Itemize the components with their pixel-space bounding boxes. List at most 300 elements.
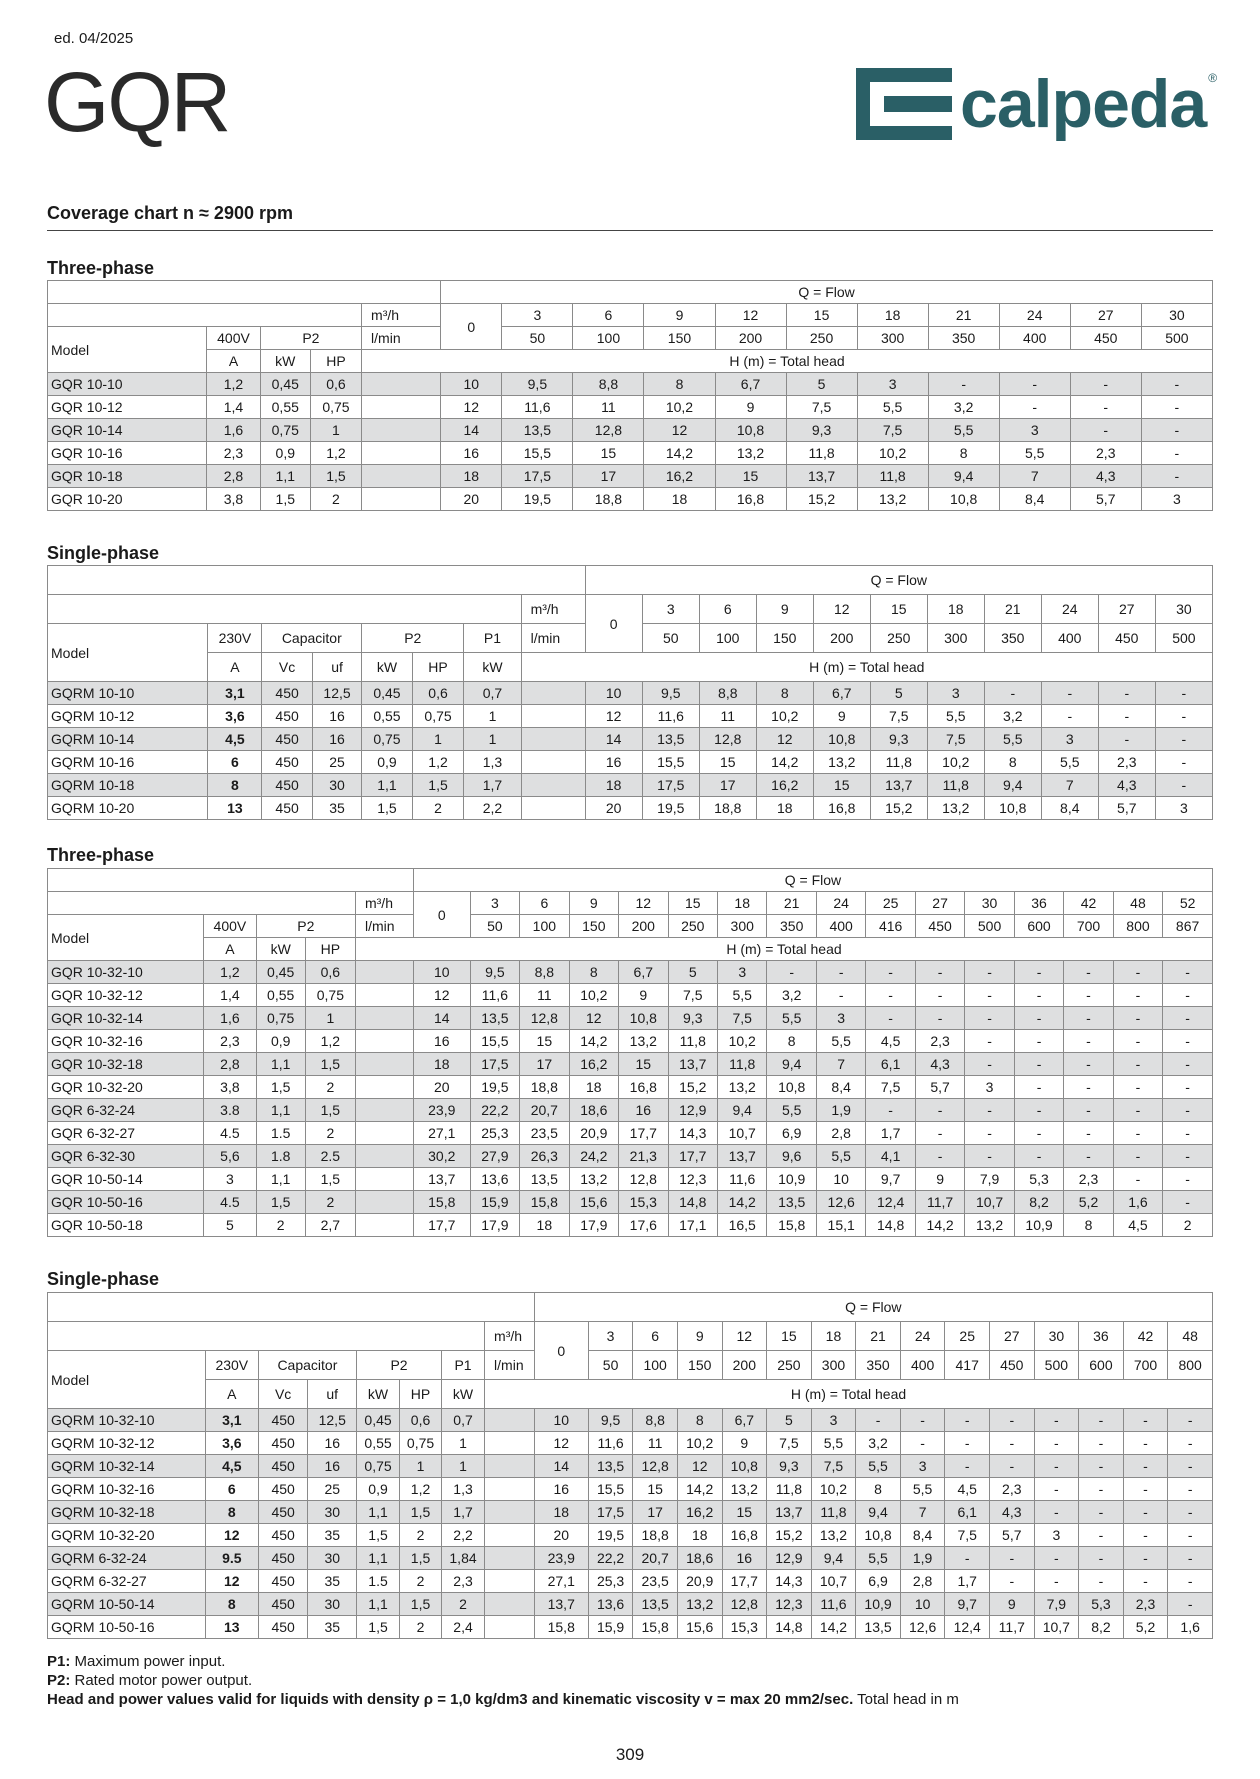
table-row	[48, 1168, 1213, 1191]
head-value: 7,5	[870, 705, 927, 728]
header-row-lmin	[48, 915, 1213, 938]
unit-hp: HP	[400, 1380, 442, 1409]
head-value: 10,2	[811, 1478, 856, 1501]
head-header: H (m) = Total head	[521, 653, 1212, 682]
flow-m3h-1: 3	[588, 1322, 633, 1351]
head-value: 14,3	[767, 1570, 812, 1593]
head-value: 12	[756, 728, 813, 751]
head-value: 7,5	[945, 1524, 990, 1547]
head-value: -	[1113, 1076, 1162, 1099]
p2-hp: 2	[400, 1616, 442, 1639]
flow-m3h-5: 15	[870, 595, 927, 624]
head-value: 13,2	[715, 442, 786, 465]
unit-hp: HP	[412, 653, 464, 682]
head-value: -	[965, 984, 1014, 1007]
head-value: 9,3	[870, 728, 927, 751]
flow-lmin-13: 700	[1064, 915, 1113, 938]
capacitor-vc: 450	[258, 1547, 308, 1570]
head-value: -	[1034, 1547, 1079, 1570]
head-value: 2,3	[1064, 1168, 1113, 1191]
header-spacer	[48, 1293, 535, 1322]
p2-kw: 1,1	[256, 1099, 305, 1122]
head-value: -	[1113, 1099, 1162, 1122]
head-value: 13,7	[767, 1501, 812, 1524]
head-value: 13,2	[927, 797, 984, 820]
header-row-flow	[48, 869, 1213, 892]
table-row	[48, 705, 1213, 728]
head-value: 12	[585, 705, 642, 728]
head-value: -	[1079, 1432, 1124, 1455]
head-value: 15	[619, 1053, 668, 1076]
head-value: 18,8	[633, 1524, 678, 1547]
head-value: 11,8	[668, 1030, 717, 1053]
header-spacer	[48, 566, 586, 595]
p2-hp: 0,75	[400, 1432, 442, 1455]
voltage-header: 230V	[205, 1351, 258, 1380]
head-value: 15,5	[642, 751, 699, 774]
table-2-container	[47, 565, 1213, 820]
head-value: 1,9	[900, 1547, 945, 1570]
model-name: GQR 6-32-27	[48, 1122, 204, 1145]
head-value: -	[816, 984, 865, 1007]
model-name: GQR 10-14	[48, 419, 207, 442]
capacitor-vc: 450	[258, 1501, 308, 1524]
head-value: -	[1041, 682, 1098, 705]
flow-m3h-6: 18	[811, 1322, 856, 1351]
head-value: -	[965, 1099, 1014, 1122]
head-value: -	[767, 961, 816, 984]
p2-header: P2	[256, 915, 355, 938]
current-value: 2,8	[207, 465, 260, 488]
head-value: -	[1163, 1007, 1213, 1030]
head-value: 12,4	[866, 1191, 915, 1214]
head-value: -	[915, 1122, 964, 1145]
head-value: -	[1064, 984, 1113, 1007]
head-value: 3	[1041, 728, 1098, 751]
flow-m3h-1: 3	[470, 892, 519, 915]
coverage-table-3	[47, 868, 1213, 1237]
head-value: 7,5	[866, 1076, 915, 1099]
empty-cell	[355, 984, 413, 1007]
head-header: H (m) = Total head	[355, 938, 1212, 961]
head-value: 9	[915, 1168, 964, 1191]
head-value: 18	[585, 774, 642, 797]
capacitor-vc: 450	[258, 1616, 308, 1639]
current-value: 3,8	[204, 1076, 256, 1099]
head-value: 5,5	[717, 984, 766, 1007]
head-value: -	[1168, 1409, 1213, 1432]
head-value: 5,5	[767, 1099, 816, 1122]
head-value: 14	[441, 419, 502, 442]
head-value: 10	[534, 1409, 588, 1432]
head-value: 11,6	[470, 984, 519, 1007]
flow-lmin-4: 200	[619, 915, 668, 938]
p2-hp: 0,75	[310, 396, 361, 419]
p1-kw: 1	[464, 728, 521, 751]
unit-lmin: l/min	[485, 1351, 535, 1380]
head-value: 16,2	[677, 1501, 722, 1524]
section-title-4: Single-phase	[47, 1269, 160, 1289]
head-value: -	[1034, 1432, 1079, 1455]
head-value: -	[965, 1007, 1014, 1030]
head-value: 3	[927, 682, 984, 705]
head-value: 8,4	[999, 488, 1070, 511]
head-value: 8	[1064, 1214, 1113, 1237]
head-value: 5,5	[857, 396, 928, 419]
current-value: 8	[205, 1501, 258, 1524]
head-value: 10	[900, 1593, 945, 1616]
head-value: 2,3	[989, 1478, 1034, 1501]
capacitor-vc: 450	[262, 682, 313, 705]
head-value: 23,9	[413, 1099, 470, 1122]
head-value: 15,6	[569, 1191, 618, 1214]
head-value: 9	[813, 705, 870, 728]
flow-m3h-9: 25	[945, 1322, 990, 1351]
model-name: GQR 10-50-14	[48, 1168, 204, 1191]
head-value: 17,5	[642, 774, 699, 797]
head-value: 7	[1041, 774, 1098, 797]
capacitor-vc: 450	[262, 705, 313, 728]
head-value: 8	[984, 751, 1041, 774]
head-value: -	[1064, 1145, 1113, 1168]
head-value: 14,8	[767, 1616, 812, 1639]
table-row	[48, 682, 1213, 705]
head-value: 12,6	[816, 1191, 865, 1214]
capacitor-vc: 450	[258, 1432, 308, 1455]
unit-p1-kw: kW	[464, 653, 521, 682]
header-row-m3h	[48, 1322, 1213, 1351]
head-value: 12,8	[722, 1593, 767, 1616]
head-value: 13,7	[413, 1168, 470, 1191]
capacitor-vc: 450	[258, 1570, 308, 1593]
capacitor-uf: 16	[308, 1455, 357, 1478]
current-value: 3,8	[207, 488, 260, 511]
flow-m3h-14: 48	[1168, 1322, 1213, 1351]
head-value: 16	[619, 1099, 668, 1122]
head-value: -	[1079, 1455, 1124, 1478]
head-value: 19,5	[470, 1076, 519, 1099]
head-value: 17,7	[413, 1214, 470, 1237]
head-value: 7,5	[717, 1007, 766, 1030]
head-value: -	[1070, 373, 1141, 396]
head-value: 15,9	[470, 1191, 519, 1214]
head-value: -	[1098, 705, 1155, 728]
head-value: 7	[999, 465, 1070, 488]
capacitor-header: Capacitor	[262, 624, 362, 653]
p2-hp: 1,2	[310, 442, 361, 465]
capacitor-uf: 35	[308, 1570, 357, 1593]
model-name: GQRM 10-50-16	[48, 1616, 206, 1639]
head-value: 20,7	[633, 1547, 678, 1570]
head-value: 6,7	[813, 682, 870, 705]
p2-kw: 1,1	[357, 1593, 400, 1616]
note-p1-text: Maximum power input.	[70, 1653, 226, 1670]
head-value: 2,8	[816, 1122, 865, 1145]
head-value: 2	[1163, 1214, 1213, 1237]
flow-m3h-9: 27	[1070, 304, 1141, 327]
flow-m3h-3: 9	[677, 1322, 722, 1351]
head-value: -	[1064, 1122, 1113, 1145]
empty-cell	[521, 751, 585, 774]
table-row	[48, 1501, 1213, 1524]
empty-cell	[362, 373, 441, 396]
head-value: 16,2	[644, 465, 715, 488]
head-value: -	[1079, 1570, 1124, 1593]
capacitor-uf: 25	[308, 1478, 357, 1501]
head-value: 5,2	[1123, 1616, 1168, 1639]
section-title-3: Three-phase	[47, 845, 155, 865]
head-value: 8	[928, 442, 999, 465]
head-value: 13,6	[588, 1593, 633, 1616]
head-value: -	[989, 1409, 1034, 1432]
head-value: -	[816, 961, 865, 984]
flow-header: Q = Flow	[534, 1293, 1212, 1322]
flow-lmin-6: 300	[927, 624, 984, 653]
head-value: 6,7	[715, 373, 786, 396]
p2-kw: 0,45	[260, 373, 310, 396]
flow-lmin-3: 150	[756, 624, 813, 653]
head-value: 8,4	[1041, 797, 1098, 820]
head-value: 25,3	[588, 1570, 633, 1593]
header-row-units	[48, 350, 1213, 373]
table-row	[48, 488, 1213, 511]
p2-kw: 0,75	[362, 728, 413, 751]
head-value: 9	[619, 984, 668, 1007]
flow-header: Q = Flow	[441, 281, 1213, 304]
capacitor-vc: 450	[258, 1524, 308, 1547]
head-value: 19,5	[502, 488, 573, 511]
head-value: -	[989, 1547, 1034, 1570]
header-row-lmin	[48, 327, 1213, 350]
note-p2-key: P2:	[47, 1672, 71, 1689]
head-value: 17,9	[470, 1214, 519, 1237]
head-value: -	[965, 1145, 1014, 1168]
coverage-table-1	[47, 280, 1213, 511]
head-value: 11,8	[857, 465, 928, 488]
head-value: 8	[569, 961, 618, 984]
head-value: 21,3	[619, 1145, 668, 1168]
p1-kw: 2,2	[464, 797, 521, 820]
head-value: 12	[644, 419, 715, 442]
p2-hp: 1,5	[400, 1593, 442, 1616]
head-value: 17,5	[470, 1053, 519, 1076]
capacitor-vc: 450	[262, 774, 313, 797]
head-value: -	[1113, 961, 1162, 984]
head-value: -	[1141, 396, 1212, 419]
flow-m3h-0: 0	[413, 892, 470, 938]
unit-uf: uf	[308, 1380, 357, 1409]
current-value: 2,3	[207, 442, 260, 465]
p2-kw: 0,9	[260, 442, 310, 465]
head-value: 3	[965, 1076, 1014, 1099]
p2-hp: 1,5	[412, 774, 464, 797]
head-value: 14,2	[569, 1030, 618, 1053]
unit-kw: kW	[256, 938, 305, 961]
head-value: 10,2	[717, 1030, 766, 1053]
head-value: 18	[756, 797, 813, 820]
head-header: H (m) = Total head	[362, 350, 1213, 373]
model-name: GQR 10-32-16	[48, 1030, 204, 1053]
head-value: 11,6	[642, 705, 699, 728]
flow-lmin-7: 350	[856, 1351, 901, 1380]
flow-m3h-7: 21	[984, 595, 1041, 624]
head-value: 15,2	[668, 1076, 717, 1099]
p2-hp: 2	[305, 1122, 355, 1145]
head-value: -	[1168, 1478, 1213, 1501]
head-value: -	[1034, 1570, 1079, 1593]
flow-lmin-10: 450	[915, 915, 964, 938]
head-value: 13,5	[470, 1007, 519, 1030]
head-value: 5,5	[816, 1030, 865, 1053]
head-value: 10,8	[984, 797, 1041, 820]
head-value: 9,5	[502, 373, 573, 396]
head-value: 15,8	[767, 1214, 816, 1237]
head-value: -	[1155, 682, 1212, 705]
p2-hp: 2	[400, 1570, 442, 1593]
p2-header: P2	[362, 624, 464, 653]
head-value: 16	[441, 442, 502, 465]
capacitor-vc: 450	[258, 1593, 308, 1616]
head-value: -	[1064, 1007, 1113, 1030]
flow-m3h-13: 42	[1123, 1322, 1168, 1351]
head-value: -	[1113, 1145, 1162, 1168]
table-row	[48, 961, 1213, 984]
p2-hp: 1	[310, 419, 361, 442]
p2-hp: 1,2	[412, 751, 464, 774]
head-value: 3,2	[856, 1432, 901, 1455]
flow-m3h-10: 30	[1141, 304, 1212, 327]
p1-kw: 1	[442, 1432, 485, 1455]
current-value: 4.5	[204, 1191, 256, 1214]
head-value: 11,8	[786, 442, 857, 465]
head-value: 10,7	[717, 1122, 766, 1145]
head-value: 9	[722, 1432, 767, 1455]
flow-m3h-5: 15	[767, 1322, 812, 1351]
head-value: 15,9	[588, 1616, 633, 1639]
head-value: 11,6	[502, 396, 573, 419]
p2-kw: 1.5	[256, 1122, 305, 1145]
current-value: 2,8	[204, 1053, 256, 1076]
flow-lmin-4: 200	[813, 624, 870, 653]
flow-lmin-9: 417	[945, 1351, 990, 1380]
head-value: -	[1141, 373, 1212, 396]
capacitor-vc: 450	[258, 1478, 308, 1501]
empty-cell	[485, 1524, 535, 1547]
head-value: -	[1123, 1432, 1168, 1455]
head-value: 6,1	[945, 1501, 990, 1524]
empty-cell	[521, 774, 585, 797]
head-value: -	[1014, 1007, 1063, 1030]
head-value: -	[1113, 984, 1162, 1007]
flow-lmin-9: 450	[1098, 624, 1155, 653]
model-name: GQRM 10-10	[48, 682, 208, 705]
p2-hp: 2.5	[305, 1145, 355, 1168]
p2-kw: 0,9	[362, 751, 413, 774]
flow-m3h-1: 3	[502, 304, 573, 327]
flow-m3h-7: 21	[928, 304, 999, 327]
p2-kw: 1,5	[256, 1076, 305, 1099]
head-value: 13,5	[633, 1593, 678, 1616]
head-value: 3	[1155, 797, 1212, 820]
head-value: -	[1163, 1122, 1213, 1145]
model-name: GQRM 10-12	[48, 705, 208, 728]
head-value: 7,5	[668, 984, 717, 1007]
note-p2-text: Rated motor power output.	[70, 1672, 253, 1689]
flow-lmin-6: 300	[811, 1351, 856, 1380]
head-value: -	[1064, 1030, 1113, 1053]
head-value: 6,9	[856, 1570, 901, 1593]
empty-cell	[355, 1145, 413, 1168]
head-value: 5	[870, 682, 927, 705]
table-row	[48, 396, 1213, 419]
p2-kw: 0,55	[260, 396, 310, 419]
head-value: -	[1123, 1409, 1168, 1432]
head-value: 15	[520, 1030, 569, 1053]
current-value: 1,6	[207, 419, 260, 442]
p2-hp: 1	[400, 1455, 442, 1478]
head-value: -	[1014, 1053, 1063, 1076]
head-value: 8,8	[520, 961, 569, 984]
table-row	[48, 1145, 1213, 1168]
head-value: -	[1168, 1570, 1213, 1593]
head-value: 10,2	[569, 984, 618, 1007]
head-value: 12	[441, 396, 502, 419]
empty-cell	[355, 1053, 413, 1076]
empty-cell	[485, 1547, 535, 1570]
table-row	[48, 984, 1213, 1007]
head-value: 1,6	[1168, 1616, 1213, 1639]
table-row	[48, 419, 1213, 442]
header-spacer	[48, 869, 414, 892]
head-value: 9,4	[928, 465, 999, 488]
head-value: 15,8	[520, 1191, 569, 1214]
p2-hp: 2,7	[305, 1214, 355, 1237]
flow-m3h-7: 21	[856, 1322, 901, 1351]
p2-kw: 1,5	[357, 1524, 400, 1547]
capacitor-uf: 12,5	[312, 682, 361, 705]
head-value: 8,8	[699, 682, 756, 705]
table-row	[48, 797, 1213, 820]
head-value: 8	[644, 373, 715, 396]
current-value: 6	[205, 1478, 258, 1501]
flow-m3h-7: 21	[767, 892, 816, 915]
p1-header: P1	[442, 1351, 485, 1380]
header-spacer	[48, 304, 362, 327]
p1-kw: 1,3	[442, 1478, 485, 1501]
head-value: 1,7	[866, 1122, 915, 1145]
p2-kw: 0,45	[256, 961, 305, 984]
table-row	[48, 728, 1213, 751]
flow-m3h-11: 30	[965, 892, 1014, 915]
table-row	[48, 1099, 1213, 1122]
table-row	[48, 1007, 1213, 1030]
head-value: 3,2	[928, 396, 999, 419]
flow-m3h-1: 3	[642, 595, 699, 624]
flow-m3h-6: 18	[717, 892, 766, 915]
head-value: 8	[767, 1030, 816, 1053]
note-p1	[47, 1652, 1213, 1671]
flow-lmin-8: 400	[816, 915, 865, 938]
head-value: 10,8	[813, 728, 870, 751]
head-value: -	[945, 1547, 990, 1570]
current-value: 4,5	[208, 728, 262, 751]
head-value: 5	[767, 1409, 812, 1432]
flow-lmin-3: 150	[677, 1351, 722, 1380]
head-value: 14,2	[677, 1478, 722, 1501]
model-name: GQR 10-10	[48, 373, 207, 396]
head-value: 12	[413, 984, 470, 1007]
p1-kw: 1,7	[464, 774, 521, 797]
